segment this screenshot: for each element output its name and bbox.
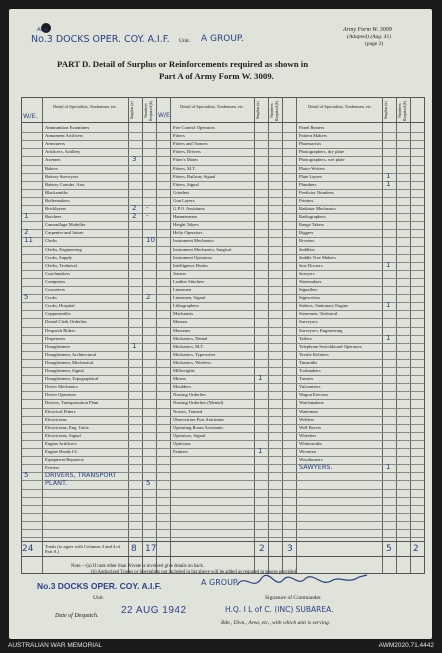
- trade-label: G.P.O. Assistants: [173, 206, 205, 211]
- trade-label: Watchmakers: [299, 400, 324, 406]
- trade-label: Surveyors, Engineering: [299, 327, 343, 333]
- unit-stamp: No.3 DOCKS OPER. COY. A.I.F.: [37, 581, 162, 591]
- col1-required-header: Numbers Required (b): [143, 100, 153, 121]
- trade-label: Computers: [45, 278, 66, 284]
- trade-label: Pattern Makers: [299, 133, 327, 139]
- trade-label: Grinders: [173, 189, 190, 195]
- commander-signature: [235, 571, 375, 593]
- required-count: 5: [146, 479, 151, 488]
- trade-label: Ammunition Examiners: [45, 125, 90, 130]
- totals-col1-required: 17: [145, 544, 157, 554]
- row-rule: [22, 537, 424, 538]
- trade-label: Joiners: [173, 270, 187, 276]
- trade-label: Shoemakers: [299, 278, 322, 284]
- trade-label: Electrical Fitters: [45, 408, 76, 414]
- trade-label: Panel Beaters: [299, 125, 325, 130]
- trade-label: Range Takers: [299, 222, 324, 228]
- trade-label: Draughtsmen, Topographical: [45, 376, 99, 382]
- trade-label: Lithographers: [173, 303, 199, 309]
- we-header: W/E.: [23, 112, 38, 120]
- trade-label: Electricians, Eng. Units: [45, 424, 89, 430]
- col2-surplus-header: Surplus (a): [255, 101, 260, 120]
- surplus-count: 1: [386, 301, 391, 310]
- surplus-count: 1: [386, 260, 391, 269]
- trade-label: Radiator Mechanics: [299, 206, 336, 211]
- trade-label: Clerks, Technical: [45, 262, 77, 268]
- trade-label: Bricklayers: [45, 206, 67, 211]
- trade-label: Leather Stitchers: [173, 278, 205, 284]
- row-rule: [22, 513, 424, 514]
- totals-col1-surplus: 8: [131, 544, 137, 554]
- trade-label: Stonemen, Technical: [299, 311, 338, 317]
- trade-label: Farriers: [45, 465, 60, 471]
- trade-label: Photo-Writers: [299, 165, 325, 171]
- trade-label: Instrument Operators: [173, 254, 213, 260]
- trade-label: Textile Refitters: [299, 351, 329, 357]
- surplus-count: 1: [258, 447, 263, 455]
- trade-label: PLANT.: [45, 479, 68, 488]
- bde-written: H.Q. I L of C. (INC) SUBAREA.: [225, 605, 334, 614]
- we-count: 11: [24, 236, 33, 245]
- archive-footer: [0, 641, 442, 653]
- trade-label: Saw Doctors: [299, 262, 323, 268]
- surplus-count: 1: [132, 341, 137, 350]
- we-count: 1: [24, 212, 29, 221]
- trade-label: Watermen: [299, 408, 318, 414]
- trade-label: Armament Artificers: [45, 133, 84, 139]
- trade-label: Driver Mechanics: [45, 384, 79, 390]
- trade-label: Tailors: [299, 335, 312, 341]
- trade-label: Driver Operators: [45, 392, 77, 398]
- trade-label: Nursing Orderlies (Mental): [173, 400, 224, 406]
- trade-label: Whitesmiths: [299, 440, 323, 446]
- trade-label: Height Takers: [173, 222, 199, 228]
- row-rule: [22, 521, 424, 522]
- part-title-line2: Part A of Army Form W. 3009.: [159, 71, 274, 81]
- trade-label: Battery Comdrs. Asst.: [45, 181, 86, 187]
- surplus-count: 1: [386, 179, 391, 188]
- trade-label: Wagon Erectors: [299, 392, 329, 398]
- trade-label: Signallers: [299, 287, 318, 292]
- trade-label: Operators, Signal: [173, 432, 206, 438]
- totals-label: Totals (to agree with Columns 3 and 4 of Part A.): [45, 544, 121, 554]
- trade-label: Fitters, Drivers: [173, 149, 201, 155]
- surplus-count: 1: [386, 333, 391, 342]
- row-rule: [22, 529, 424, 530]
- form-paper: [9, 9, 432, 639]
- trade-label: Instrument Mechanics, Surgical: [173, 246, 232, 252]
- trade-label: Electricians: [45, 416, 67, 422]
- surplus-count: 1: [386, 463, 391, 472]
- required-count: 10: [146, 236, 155, 245]
- trade-label: Fitter's Mates: [173, 157, 198, 163]
- trade-label: Carpenter and Joiner: [45, 230, 84, 236]
- trade-label: Saddlers: [299, 246, 315, 252]
- row-rule: [22, 497, 424, 498]
- trade-label: Fitters, Signal: [173, 181, 199, 187]
- totals-col2-required: 3: [287, 544, 293, 554]
- trade-label: Cooks: [45, 295, 57, 301]
- col1-surplus-header: Surplus (a): [129, 101, 134, 120]
- trade-label: Wiremen: [299, 449, 316, 454]
- trade-label: Masseurs: [173, 327, 191, 333]
- trade-label: Masons: [173, 319, 188, 325]
- col2-required-header: Numbers Required (b): [269, 100, 279, 121]
- trade-label: Draughtsmen, Architectural: [45, 351, 97, 357]
- trade-label: Fitters, Railway Signal: [173, 173, 216, 179]
- we-count: 2: [24, 228, 29, 237]
- trade-label: Photographers, dry plate: [299, 149, 345, 155]
- col1-detail-header: Detail of Specialists, Tradesmen, etc.: [53, 104, 117, 109]
- note-b: (b) Authorized Trades or Specialists not included in list above will be added as required in spaces provided.: [91, 570, 298, 575]
- trade-label: Draughtsmen, Signal: [45, 368, 84, 373]
- totals-col3-required: 2: [413, 544, 419, 554]
- trade-label: Riveters: [299, 238, 315, 244]
- trade-label: Miners: [173, 376, 187, 382]
- trade-label: Despatch Riders: [45, 327, 76, 333]
- form-number: Army Form W. 3009: [343, 27, 392, 33]
- page-number: (page 2): [365, 41, 384, 47]
- totals-col3-surplus: 5: [386, 544, 392, 554]
- trade-label: Operating Room Assistants: [173, 424, 224, 430]
- unit-label-bottom: Unit.: [93, 595, 105, 601]
- trade-label: Intelligence Duties: [173, 262, 208, 268]
- trade-label: Nurses, Trained: [173, 408, 203, 414]
- trades-table: [21, 97, 425, 574]
- trade-label: Fire Control Operators: [173, 125, 215, 130]
- trade-label: Fitters: [173, 133, 185, 139]
- trade-label: Plumbers: [299, 181, 317, 187]
- trade-label: Draughtsmen: [45, 343, 70, 349]
- totals-we: 24: [22, 544, 34, 554]
- bde-label: Bde., Divn., Area, etc., with which unit is serving.: [221, 620, 331, 626]
- totals-col2-surplus: 2: [259, 544, 265, 554]
- trade-label: Mechanics, M.T.: [173, 343, 205, 349]
- trade-label: Axemen: [45, 157, 61, 163]
- trade-label: Instrument Mechanics: [173, 238, 214, 244]
- trade-label: Fitters and Turners: [173, 141, 208, 147]
- form-edition: (Adapted) (Aug. 41): [347, 34, 392, 40]
- trade-label: Cooks, Hospital: [45, 303, 75, 309]
- trade-label: Battery Surveyors: [45, 173, 79, 179]
- col3-detail-header: Detail of Specialists, Tradesmen, etc.: [308, 104, 372, 109]
- required-count: -: [146, 212, 149, 221]
- note-a: Note.—(a) If rank other than Private is involved give details on back.: [71, 564, 205, 569]
- trade-label: Sawyers: [299, 270, 315, 276]
- trade-label: Blacksmiths: [45, 189, 68, 195]
- col3-required-header: Numbers Required (b): [397, 100, 407, 121]
- trade-label: Riggers: [299, 230, 314, 236]
- trade-label: Vulcanisers: [299, 384, 321, 390]
- we-header-2: W/E.: [158, 112, 172, 119]
- trade-label: Printers: [299, 197, 314, 203]
- aust-note: Aust.: [37, 27, 50, 33]
- surplus-count: 2: [132, 212, 137, 221]
- unit-label: Unit.: [179, 38, 191, 44]
- trade-label: Dental Clerk Orderlies: [45, 319, 87, 325]
- part-title-line1: PART D. Detail of Surplus or Reinforcements required as shown in: [57, 59, 309, 69]
- trade-label: Artificers, Artillery: [45, 149, 81, 155]
- trade-label: Mechanics, Typewriter: [173, 351, 216, 357]
- trade-label: Well Borers: [299, 424, 321, 430]
- group-written: A GROUP.: [201, 34, 244, 44]
- trade-label: Dispensers: [45, 335, 66, 341]
- trade-label: Gun Layers: [173, 197, 195, 203]
- trade-label: Observation Post Assistants: [173, 416, 225, 422]
- trade-label: Saddle Tree Makers: [299, 254, 336, 260]
- trade-label: Radiographers: [299, 214, 326, 220]
- trade-label: Millwrights: [173, 368, 195, 373]
- trade-label: Linesmen, Signal: [173, 295, 206, 301]
- trade-label: Telephone Switchboard Operators: [299, 343, 362, 349]
- trade-label: Opticians: [173, 440, 191, 446]
- trade-label: Toolmakers: [299, 368, 321, 373]
- trade-label: DRIVERS, TRANSPORT: [45, 471, 117, 480]
- trade-label: Concreters: [45, 287, 65, 292]
- trade-label: Equipment Repairers: [45, 457, 84, 463]
- trade-label: Machinists: [173, 311, 194, 317]
- trade-label: Clerks: [45, 238, 57, 244]
- row-rule: [22, 489, 424, 490]
- trade-label: Mechanics, Wireless: [173, 359, 211, 365]
- col3-surplus-header: Surplus (a): [383, 101, 388, 120]
- trade-label: Butchers: [45, 214, 62, 220]
- trade-label: Plate Layers: [299, 173, 322, 179]
- trade-label: Cooks, Supply: [45, 254, 73, 260]
- trade-label: Hammermen: [173, 214, 197, 220]
- trade-label: Helio Operators: [173, 230, 203, 236]
- unit-name-written: No.3 DOCKS OPER. COY. A.I.F.: [31, 34, 170, 45]
- trade-label: Electricians, Signal: [45, 432, 81, 438]
- surplus-count: 2: [132, 204, 137, 212]
- trade-label: Moulders: [173, 384, 191, 390]
- trade-label: Nursing Orderlies: [173, 392, 207, 398]
- trade-label: Predictor Numbers: [299, 189, 334, 195]
- trade-label: Stokers, Stationary Engine: [299, 303, 349, 309]
- trade-label: Photographers, wet plate: [299, 157, 345, 163]
- trade-label: Tinsmiths: [299, 359, 318, 365]
- trade-label: Mechanics, Dental: [173, 335, 208, 341]
- surplus-count: 1: [258, 374, 263, 383]
- trade-label: Painters: [173, 449, 188, 454]
- surplus-count: 1: [386, 171, 391, 180]
- required-count: 2: [146, 293, 151, 302]
- trade-label: Engine Artificers: [45, 440, 77, 446]
- col2-detail-header: Detail of Specialists, Tradesmen, etc.: [180, 104, 244, 109]
- trade-label: Linesmen: [173, 287, 192, 292]
- surplus-count: 3: [132, 155, 137, 164]
- trade-label: Turners: [299, 376, 314, 382]
- trade-label: Woodturners: [299, 457, 323, 463]
- trade-label: Signwriters: [299, 295, 321, 301]
- row-rule: [22, 505, 424, 506]
- trade-label: Clerks, Engineering: [45, 246, 82, 252]
- signature-label: Signature of Commander.: [265, 595, 322, 601]
- we-count: 5: [24, 293, 29, 302]
- group-signoff: A GROUP.: [201, 578, 240, 587]
- trade-label: Pharmacists: [299, 141, 322, 147]
- footer-accession: AWM2020.71.4442: [378, 642, 434, 649]
- trade-label: Armourers: [45, 141, 65, 147]
- trade-label: Boilermakers: [45, 197, 70, 203]
- trade-label: Fitters, M.T.: [173, 165, 196, 171]
- trade-label: Draughtsmen, Mechanical: [45, 359, 94, 365]
- trade-label: Surveyors: [299, 319, 318, 325]
- trade-label: Camouflage Modeller: [45, 222, 86, 228]
- footer-institution: AUSTRALIAN WAR MEMORIAL: [8, 642, 103, 649]
- trade-label: Coachmakers: [45, 270, 71, 276]
- trade-label: Wheelers: [299, 432, 317, 438]
- trade-label: Welders: [299, 416, 314, 422]
- trade-label: Drivers, Transportation Plant: [45, 400, 99, 406]
- we-count: 5: [24, 471, 29, 480]
- trade-label: Bakers: [45, 165, 58, 171]
- trade-label: Coppersmiths: [45, 311, 71, 317]
- trade-label: SAWYERS.: [299, 463, 333, 472]
- trade-label: Engine Hands I/C: [45, 449, 78, 454]
- date-stamp: 22 AUG 1942: [121, 605, 187, 616]
- date-label: Date of Despatch.: [55, 613, 99, 619]
- required-count: -: [146, 204, 149, 212]
